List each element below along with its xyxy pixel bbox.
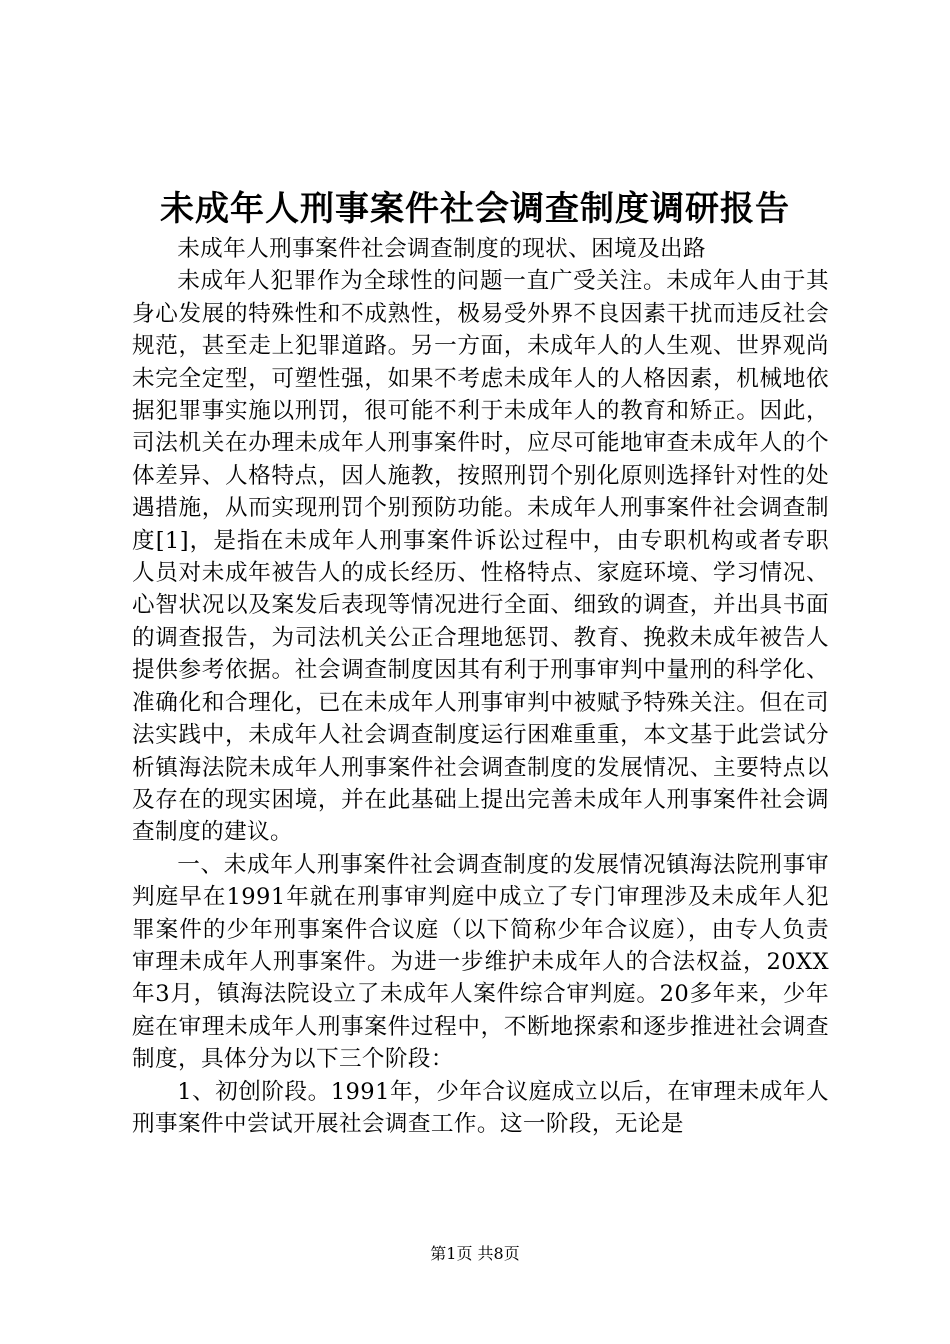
paragraph-intro: 未成年人犯罪作为全球性的问题一直广受关注。未成年人由于其身心发展的特殊性和不成熟性，极易受外界不良因素干扰而违反社会规范，甚至走上犯罪道路。另一方面，未成年人的人生观、世界观尚未完全定型，可塑性强，如果不考虑未成年人的人格因素，机械地依据犯罪事实施以刑罚，很可能不利于未成年人的教育和矫正。因此，司法机关在办理未成年人刑事案件时，应尽可能地审查未成年人的个体差异、人格特点，因人施教，按照刑罚个别化原则选择针对性的处遇措施，从而实现刑罚个别预防功能。未成年人刑事案件社会调查制度[1]，是指在未成年人刑事案件诉讼过程中，由专职机构或者专职人员对未成年被告人的成长经历、性格特点、家庭环境、学习情况、心智状况以及案发后表现等情况进行全面、细致的调查，并出具书面的调查报告，为司法机关公正合理地惩罚、教育、挽救未成年被告人提供参考依据。社会调查制度因其有利于刑事审判中量刑的科学化、准确化和合理化，已在未成年人刑事审判中被赋予特殊关注。但在司法实践中，未成年人社会调查制度运行困难重重，本文基于此尝试分析镇海法院未成年人刑事案件社会调查制度的发展情况、主要特点以及存在的现实困境，并在此基础上提出完善未成年人刑事案件社会调查制度的建议。 <box>132 268 829 846</box>
paragraph-section-one: 一、未成年人刑事案件社会调查制度的发展情况镇海法院刑事审判庭早在1991年就在刑事审判庭中成立了专门审理涉及未成年人犯罪案件的少年刑事案件合议庭（以下简称少年合议庭），由专人负责审理未成年人刑事案件。为进一步维护未成年人的合法权益，20XX年3月，镇海法院设立了未成年人案件综合审判庭。20多年来，少年庭在审理未成年人刑事案件过程中，不断地探索和逐步推进社会调查制度，具体分为以下三个阶段： <box>132 851 829 1073</box>
document-title: 未成年人刑事案件社会调查制度调研报告 <box>160 189 790 229</box>
document-subtitle: 未成年人刑事案件社会调查制度的现状、困境及出路 <box>177 236 707 262</box>
page-footer: 第1页 共8页 <box>430 1244 520 1263</box>
document-body <box>132 233 829 1140</box>
paragraph-stage-one: 1、初创阶段。1991年，少年合议庭成立以后，在审理未成年人刑事案件中尝试开展社会调查工作。这一阶段，无论是 <box>132 1078 829 1137</box>
